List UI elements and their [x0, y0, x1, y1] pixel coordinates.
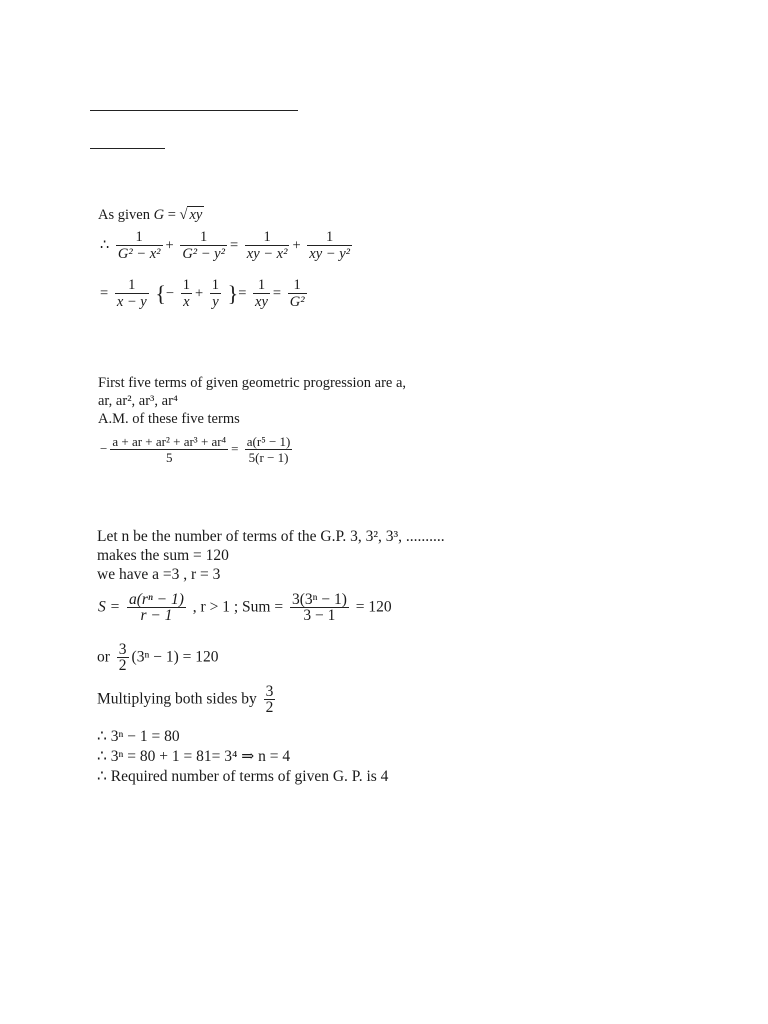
sec2-line-1: First five terms of given geometric progression are a,	[98, 375, 407, 391]
sec3-sum-formula	[98, 592, 392, 624]
sec3-line-2: makes the sum = 120	[97, 547, 229, 564]
sec1-intro-text: As given	[98, 207, 150, 223]
sec3-or-line	[97, 642, 219, 674]
top-rule-long	[90, 110, 298, 111]
sec2-line-3: A.M. of these five terms	[98, 411, 240, 427]
sec3-S-cond: , r > 1 ;	[192, 598, 239, 616]
sec1-equation-1: ∴ $\frac{1}{\text{G² − x²}}$ + $\frac{1}{\text{G² − y²}}$ = $\frac{1}{\text{xy − x²}}$ + $\frac{1}{\text{xy − y²}}$	[100, 229, 350, 262]
top-rule-short	[90, 148, 165, 149]
sec2-frac-2: $\frac{\text{a(r⁵ − 1)}}{5(r - 1)}$	[246, 434, 291, 465]
sec3-or-rest: (3ⁿ − 1) = 120	[131, 648, 219, 666]
sec3-sum-label: Sum =	[242, 598, 284, 616]
sec1-frac-5: $\frac{1}{x - y}$	[116, 277, 147, 310]
sec2-frac-1: $\frac{\text{a + ar + ar² + ar³ + ar⁴}}{5}$	[112, 434, 227, 465]
sec1-frac-7: $\frac{1}{y}$	[211, 277, 220, 310]
sec1-sqrt-xy: xy	[189, 207, 203, 223]
sec1-equation-2: = $\frac{1}{x - y}$ {− $\frac{1}{x}$ + $\frac{1}{y}$ }= $\frac{1}{xy}$ = $\frac{1}{\text{G²}}$	[100, 277, 305, 310]
sec3-sum-result: = 120	[355, 598, 392, 616]
sec2-line-2: ar, ar², ar³, ar⁴	[98, 393, 178, 409]
sec1-given-line: As given G = √ xy	[98, 207, 203, 223]
sec3-frac-sum: $\frac{\text{3(3ⁿ − 1)}}{3 - 1}$	[291, 591, 347, 624]
sec1-frac-3: $\frac{1}{\text{xy − x²}}$	[246, 229, 288, 262]
sec3-step-1: ∴ 3ⁿ − 1 = 80	[97, 728, 180, 745]
sec3-or-text: or	[97, 648, 110, 666]
sec3-line-1: Let n be the number of terms of the G.P. 3, 3², 3³, ..........	[97, 528, 445, 545]
sec1-frac-8: $\frac{1}{xy}$	[255, 277, 268, 310]
sec3-frac-mult: $\frac{3}{2}$	[265, 683, 274, 716]
sec1-frac-9: $\frac{1}{\text{G²}}$	[289, 277, 305, 310]
sec3-line-3: we have a =3 , r = 3	[97, 566, 221, 583]
sec3-S-label: S =	[98, 598, 121, 616]
sec3-frac-S: $\frac{\text{a(rⁿ − 1)}}{r - 1}$	[128, 591, 184, 624]
sec3-step-3: ∴ Required number of terms of given G. P. is 4	[97, 768, 389, 785]
sec2-am-equation: − $\frac{\text{a + ar + ar² + ar³ + ar⁴}}{5}$ = $\frac{\text{a(r⁵ − 1)}}{5(r - 1)}$	[100, 434, 291, 465]
sec1-G: G	[153, 207, 165, 223]
sec1-frac-6: $\frac{1}{x}$	[182, 277, 190, 310]
sec1-frac-2: $\frac{1}{\text{G² − y²}}$	[182, 229, 225, 262]
sec1-frac-1: $\frac{1}{\text{G² − x²}}$	[117, 229, 161, 262]
sec1-frac-4: $\frac{1}{\text{xy − y²}}$	[309, 229, 350, 262]
sec3-mult-text: Multiplying both sides by	[97, 690, 257, 708]
sec1-therefore: ∴	[100, 237, 110, 254]
sec3-step-2: ∴ 3ⁿ = 80 + 1 = 81= 3⁴ ⇒ n = 4	[97, 748, 291, 765]
sec3-multiply-line	[97, 684, 278, 716]
sec3-frac-or: $\frac{3}{2}$	[118, 641, 127, 674]
